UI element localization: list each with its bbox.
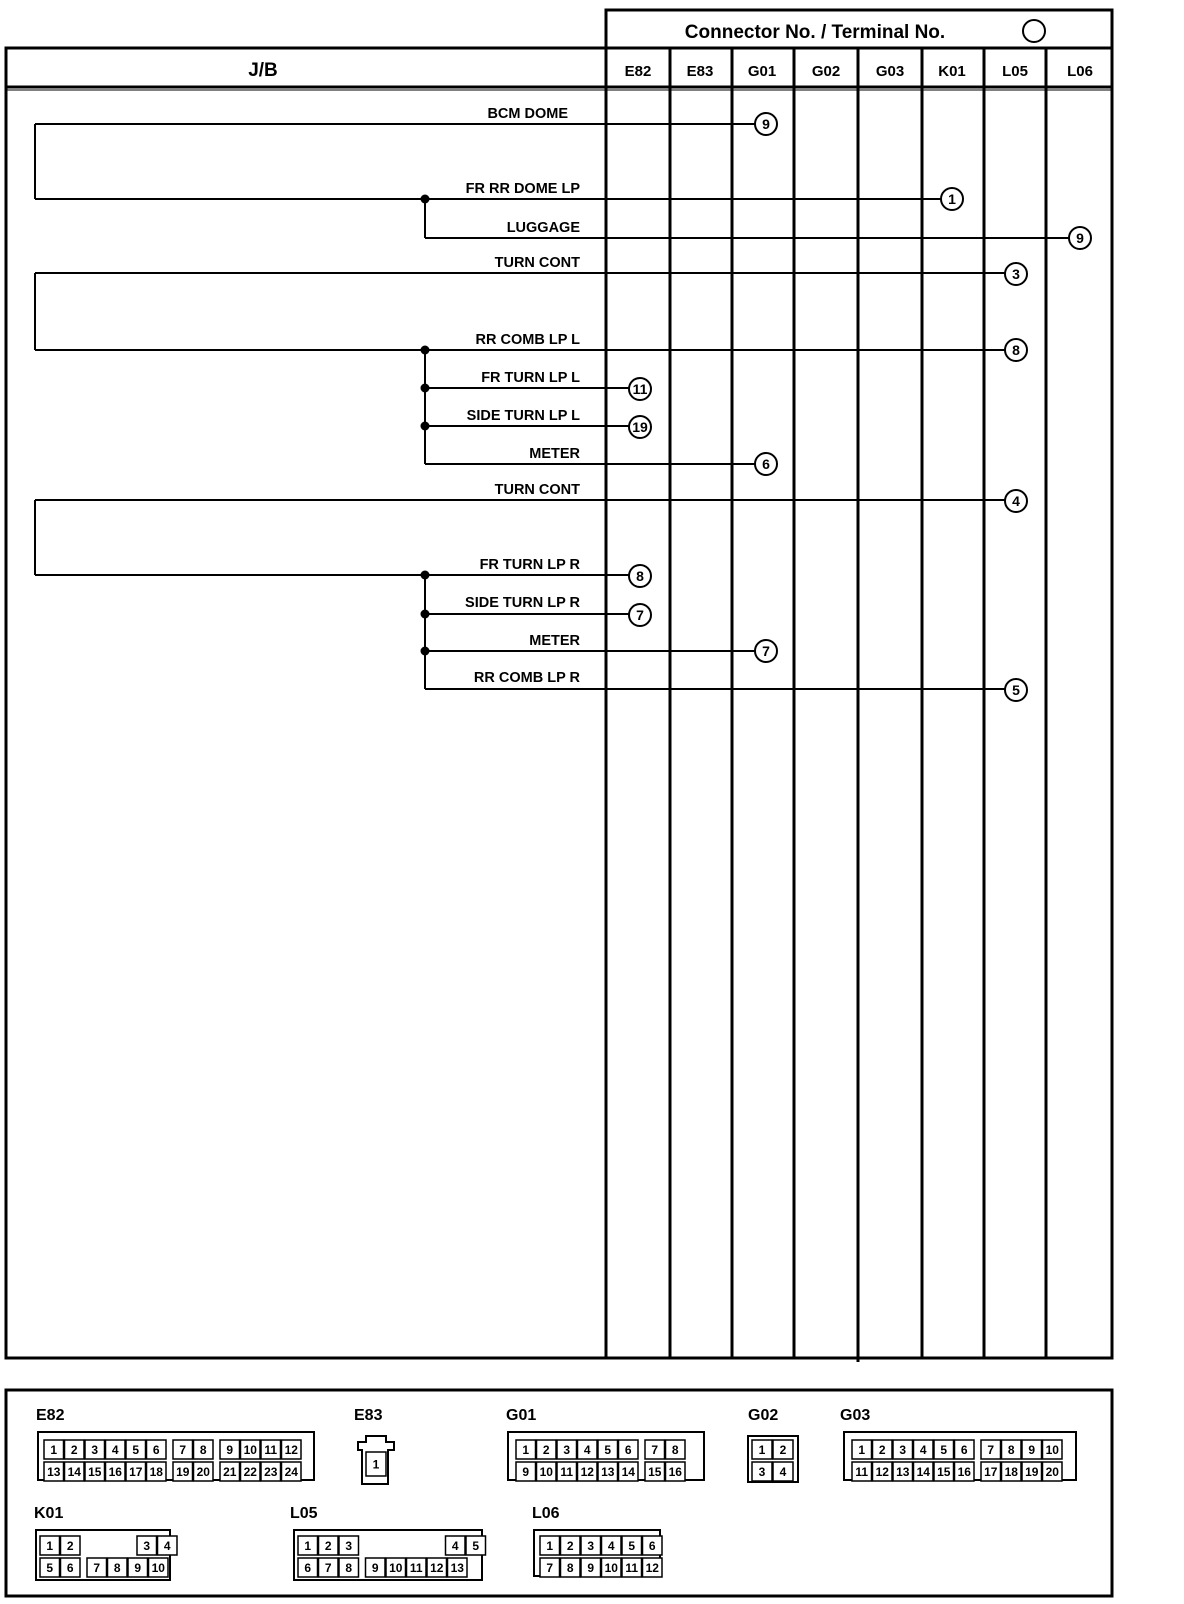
pin-number: 11	[625, 1561, 639, 1575]
pin-number: 3	[143, 1539, 151, 1553]
circuit-label: BCM DOME	[487, 106, 568, 122]
pin-number: 2	[566, 1539, 574, 1553]
terminal-number: 9	[762, 116, 770, 132]
junction-dot	[421, 571, 430, 580]
junction-dot	[421, 346, 430, 355]
column-header-e83: E83	[686, 63, 714, 80]
pin-number: 12	[430, 1561, 444, 1575]
pin-number: 4	[163, 1539, 171, 1553]
pin-number: 4	[607, 1539, 615, 1553]
circuits	[465, 106, 1091, 701]
pin-number: 17	[984, 1465, 998, 1479]
pin-number: 4	[111, 1443, 119, 1457]
pin-number: 10	[243, 1443, 257, 1457]
face-name-g03: G03	[840, 1407, 871, 1424]
terminal-number: 3	[1012, 266, 1020, 282]
pin-number: 4	[919, 1443, 927, 1457]
pin-number: 2	[878, 1443, 886, 1457]
terminal-number: 7	[636, 607, 644, 623]
pin-number: 17	[129, 1465, 143, 1479]
pin-number: 3	[563, 1443, 571, 1457]
pin-number: 2	[324, 1539, 332, 1553]
terminal-number: 19	[632, 419, 648, 435]
pin-number: 13	[601, 1465, 615, 1479]
pin-number: 1	[372, 1457, 380, 1472]
circuit-label: TURN CONT	[494, 255, 580, 271]
pin-number: 9	[1028, 1443, 1036, 1457]
column-header-g03: G03	[875, 63, 905, 80]
face-name-g01: G01	[506, 1407, 537, 1424]
pin-number: 12	[580, 1465, 594, 1479]
pin-number: 3	[345, 1539, 353, 1553]
column-header-l05: L05	[1002, 63, 1028, 80]
face-name-l05: L05	[290, 1505, 318, 1522]
circuit-label: METER	[529, 633, 580, 649]
pin-number: 9	[371, 1561, 379, 1575]
pin-number: 2	[70, 1443, 78, 1457]
pin-number: 6	[304, 1561, 312, 1575]
pin-number: 19	[176, 1465, 190, 1479]
junction-dot	[421, 610, 430, 619]
pin-number: 13	[47, 1465, 61, 1479]
pin-number: 13	[450, 1561, 464, 1575]
pin-number: 5	[940, 1443, 948, 1457]
pin-number: 11	[855, 1465, 869, 1479]
pin-number: 1	[546, 1539, 554, 1553]
circuit-label: FR TURN LP R	[479, 557, 580, 573]
terminal-number: 6	[762, 456, 770, 472]
circuit-label: FR TURN LP L	[481, 370, 580, 386]
pin-number: 1	[46, 1539, 54, 1553]
pin-number: 5	[46, 1561, 54, 1575]
pin-number: 5	[604, 1443, 612, 1457]
column-header-l06: L06	[1067, 63, 1093, 80]
pin-number: 8	[113, 1561, 121, 1575]
pin-number: 10	[604, 1561, 618, 1575]
pin-number: 3	[91, 1443, 99, 1457]
pin-number: 8	[345, 1561, 353, 1575]
pin-number: 8	[671, 1443, 679, 1457]
pin-number: 18	[149, 1465, 163, 1479]
pin-number: 16	[668, 1465, 682, 1479]
terminal-number: 5	[1012, 682, 1020, 698]
pin-number: 13	[896, 1465, 910, 1479]
junction-dot	[421, 384, 430, 393]
pin-number: 18	[1004, 1465, 1018, 1479]
pin-number: 14	[621, 1465, 635, 1479]
column-header-g02: G02	[811, 63, 841, 80]
connector-title: Connector No. / Terminal No.	[684, 22, 946, 43]
pin-number: 1	[304, 1539, 312, 1553]
circuit-label: LUGGAGE	[506, 220, 580, 236]
pin-number: 10	[151, 1561, 165, 1575]
terminal-number: 9	[1076, 230, 1084, 246]
pin-number: 15	[648, 1465, 662, 1479]
pin-number: 7	[324, 1561, 332, 1575]
pin-number: 4	[583, 1443, 591, 1457]
pin-number: 8	[199, 1443, 207, 1457]
pin-number: 20	[1045, 1465, 1059, 1479]
face-name-e83: E83	[354, 1407, 383, 1424]
jb-label: J/B	[248, 60, 278, 81]
pin-number: 9	[587, 1561, 595, 1575]
junction-dot	[421, 647, 430, 656]
pin-number: 6	[960, 1443, 968, 1457]
pin-number: 12	[284, 1443, 298, 1457]
pin-number: 23	[264, 1465, 278, 1479]
circuit-label: METER	[529, 446, 580, 462]
terminal-number: 8	[1012, 342, 1020, 358]
pin-number: 3	[587, 1539, 595, 1553]
circuit-label: RR COMB LP R	[473, 670, 580, 686]
junction-dot	[421, 422, 430, 431]
pin-number: 14	[916, 1465, 930, 1479]
pin-number: 10	[539, 1465, 553, 1479]
pin-number: 11	[560, 1465, 574, 1479]
pin-number: 3	[899, 1443, 907, 1457]
pin-number: 4	[451, 1539, 459, 1553]
pin-number: 14	[67, 1465, 81, 1479]
pin-number: 20	[196, 1465, 210, 1479]
terminal-number: 7	[762, 643, 770, 659]
pin-number: 3	[758, 1465, 766, 1479]
pin-number: 5	[472, 1539, 480, 1553]
pin-number: 7	[987, 1443, 995, 1457]
pin-number: 9	[134, 1561, 142, 1575]
pin-number: 1	[858, 1443, 866, 1457]
pin-number: 16	[957, 1465, 971, 1479]
pin-number: 6	[66, 1561, 74, 1575]
pin-number: 22	[243, 1465, 257, 1479]
pin-number: 7	[93, 1561, 101, 1575]
pin-number: 21	[223, 1465, 237, 1479]
pin-number: 10	[389, 1561, 403, 1575]
terminal-number: 1	[948, 191, 956, 207]
pin-number: 6	[152, 1443, 160, 1457]
pin-number: 15	[937, 1465, 951, 1479]
pin-number: 6	[624, 1443, 632, 1457]
pin-number: 12	[875, 1465, 889, 1479]
pin-number: 8	[1007, 1443, 1015, 1457]
column-header-e82: E82	[624, 63, 652, 80]
column-lines	[606, 10, 1046, 1362]
circuit-label: RR COMB LP L	[475, 332, 580, 348]
pin-number: 7	[179, 1443, 187, 1457]
column-header-g01: G01	[747, 63, 777, 80]
face-name-g02: G02	[748, 1407, 779, 1424]
circuit-label: SIDE TURN LP L	[466, 408, 580, 424]
pin-number: 2	[542, 1443, 550, 1457]
pin-number: 7	[651, 1443, 659, 1457]
circuit-label: FR RR DOME LP	[465, 181, 580, 197]
pin-number: 9	[522, 1465, 530, 1479]
pin-number: 5	[132, 1443, 140, 1457]
pin-number: 16	[108, 1465, 122, 1479]
terminal-number: 11	[632, 381, 648, 397]
pin-number: 7	[546, 1561, 554, 1575]
terminal-number: 4	[1012, 493, 1020, 509]
pin-number: 19	[1025, 1465, 1039, 1479]
face-name-l06: L06	[532, 1505, 560, 1522]
pin-number: 5	[628, 1539, 636, 1553]
pin-number: 10	[1045, 1443, 1059, 1457]
pin-number: 24	[284, 1465, 298, 1479]
pin-number: 11	[409, 1561, 423, 1575]
pin-number: 8	[566, 1561, 574, 1575]
terminal-number: 8	[636, 568, 644, 584]
pin-number: 12	[645, 1561, 659, 1575]
pin-number: 4	[779, 1465, 787, 1479]
pin-number: 2	[779, 1443, 787, 1457]
column-header-k01: K01	[938, 63, 966, 80]
pin-number: 1	[758, 1443, 766, 1457]
terminal-circle-icon	[1023, 20, 1045, 42]
circuit-label: SIDE TURN LP R	[465, 595, 580, 611]
pin-number: 1	[50, 1443, 58, 1457]
pin-number: 6	[648, 1539, 656, 1553]
pin-number: 1	[522, 1443, 530, 1457]
face-name-k01: K01	[34, 1505, 64, 1522]
main-frame	[6, 48, 1112, 1358]
pin-number: 9	[226, 1443, 234, 1457]
face-name-e82: E82	[36, 1407, 65, 1424]
pin-number: 11	[264, 1443, 278, 1457]
circuit-label: TURN CONT	[494, 482, 580, 498]
pin-number: 2	[66, 1539, 74, 1553]
junction-dot	[421, 195, 430, 204]
pin-number: 15	[88, 1465, 102, 1479]
